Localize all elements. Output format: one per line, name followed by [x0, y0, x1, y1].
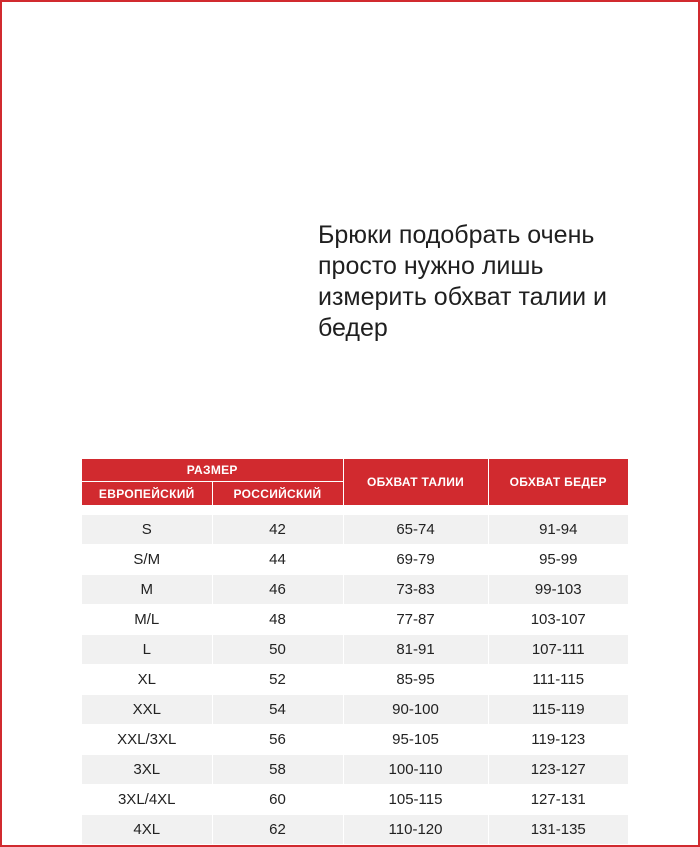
- hips-cell: 91-94: [488, 515, 628, 545]
- russian-size-cell: 62: [212, 815, 343, 845]
- russian-size-cell: 50: [212, 635, 343, 665]
- waist-cell: 65-74: [343, 515, 488, 545]
- table-row: [82, 725, 628, 755]
- waist-cell: 90-100: [343, 695, 488, 725]
- table-row: [82, 695, 628, 725]
- hips-cell: 119-123: [488, 725, 628, 755]
- european-size-header: ЕВРОПЕЙСКИЙ: [82, 482, 212, 506]
- russian-size-cell: 60: [212, 785, 343, 815]
- intro-text: [318, 220, 678, 344]
- hips-header: ОБХВАТ БЕДЕР: [488, 459, 628, 505]
- hips-cell: 111-115: [488, 665, 628, 695]
- size-chart-body: [82, 505, 628, 845]
- european-size-cell: M/L: [82, 605, 212, 635]
- european-size-cell: XL: [82, 665, 212, 695]
- european-size-cell: L: [82, 635, 212, 665]
- russian-size-cell: 42: [212, 515, 343, 545]
- european-size-cell: 3XL/4XL: [82, 785, 212, 815]
- russian-size-cell: 54: [212, 695, 343, 725]
- hips-cell: 95-99: [488, 545, 628, 575]
- size-chart-table: [82, 459, 628, 845]
- size-group-header: РАЗМЕР: [82, 459, 343, 482]
- waist-cell: 100-110: [343, 755, 488, 785]
- table-row: [82, 575, 628, 605]
- hips-cell: 131-135: [488, 815, 628, 845]
- european-size-cell: S: [82, 515, 212, 545]
- table-row: [82, 635, 628, 665]
- waist-cell: 81-91: [343, 635, 488, 665]
- russian-size-cell: 46: [212, 575, 343, 605]
- russian-size-cell: 52: [212, 665, 343, 695]
- table-row: [82, 605, 628, 635]
- table-row: [82, 665, 628, 695]
- hips-cell: 103-107: [488, 605, 628, 635]
- european-size-cell: XXL: [82, 695, 212, 725]
- hips-cell: 107-111: [488, 635, 628, 665]
- waist-cell: 110-120: [343, 815, 488, 845]
- hips-cell: 99-103: [488, 575, 628, 605]
- russian-size-cell: 58: [212, 755, 343, 785]
- russian-size-cell: 48: [212, 605, 343, 635]
- waist-cell: 77-87: [343, 605, 488, 635]
- hips-cell: 115-119: [488, 695, 628, 725]
- table-row: [82, 545, 628, 575]
- table-row: [82, 815, 628, 845]
- european-size-cell: 3XL: [82, 755, 212, 785]
- waist-cell: 73-83: [343, 575, 488, 605]
- european-size-cell: XXL/3XL: [82, 725, 212, 755]
- hips-cell: 127-131: [488, 785, 628, 815]
- table-row: [82, 785, 628, 815]
- russian-size-cell: 56: [212, 725, 343, 755]
- intro-line: просто нужно лишь: [318, 252, 544, 280]
- intro-line: бедер: [318, 314, 388, 342]
- hips-cell: 123-127: [488, 755, 628, 785]
- table-row: [82, 515, 628, 545]
- waist-cell: 95-105: [343, 725, 488, 755]
- intro-line: Брюки подобрать очень: [318, 221, 595, 249]
- european-size-cell: M: [82, 575, 212, 605]
- european-size-cell: 4XL: [82, 815, 212, 845]
- russian-size-cell: 44: [212, 545, 343, 575]
- intro-line: измерить обхват талии и: [318, 283, 607, 311]
- waist-cell: 69-79: [343, 545, 488, 575]
- waist-cell: 105-115: [343, 785, 488, 815]
- table-row: [82, 755, 628, 785]
- russian-size-header: РОССИЙСКИЙ: [212, 482, 343, 506]
- waist-cell: 85-95: [343, 665, 488, 695]
- waist-header: ОБХВАТ ТАЛИИ: [343, 459, 488, 505]
- european-size-cell: S/M: [82, 545, 212, 575]
